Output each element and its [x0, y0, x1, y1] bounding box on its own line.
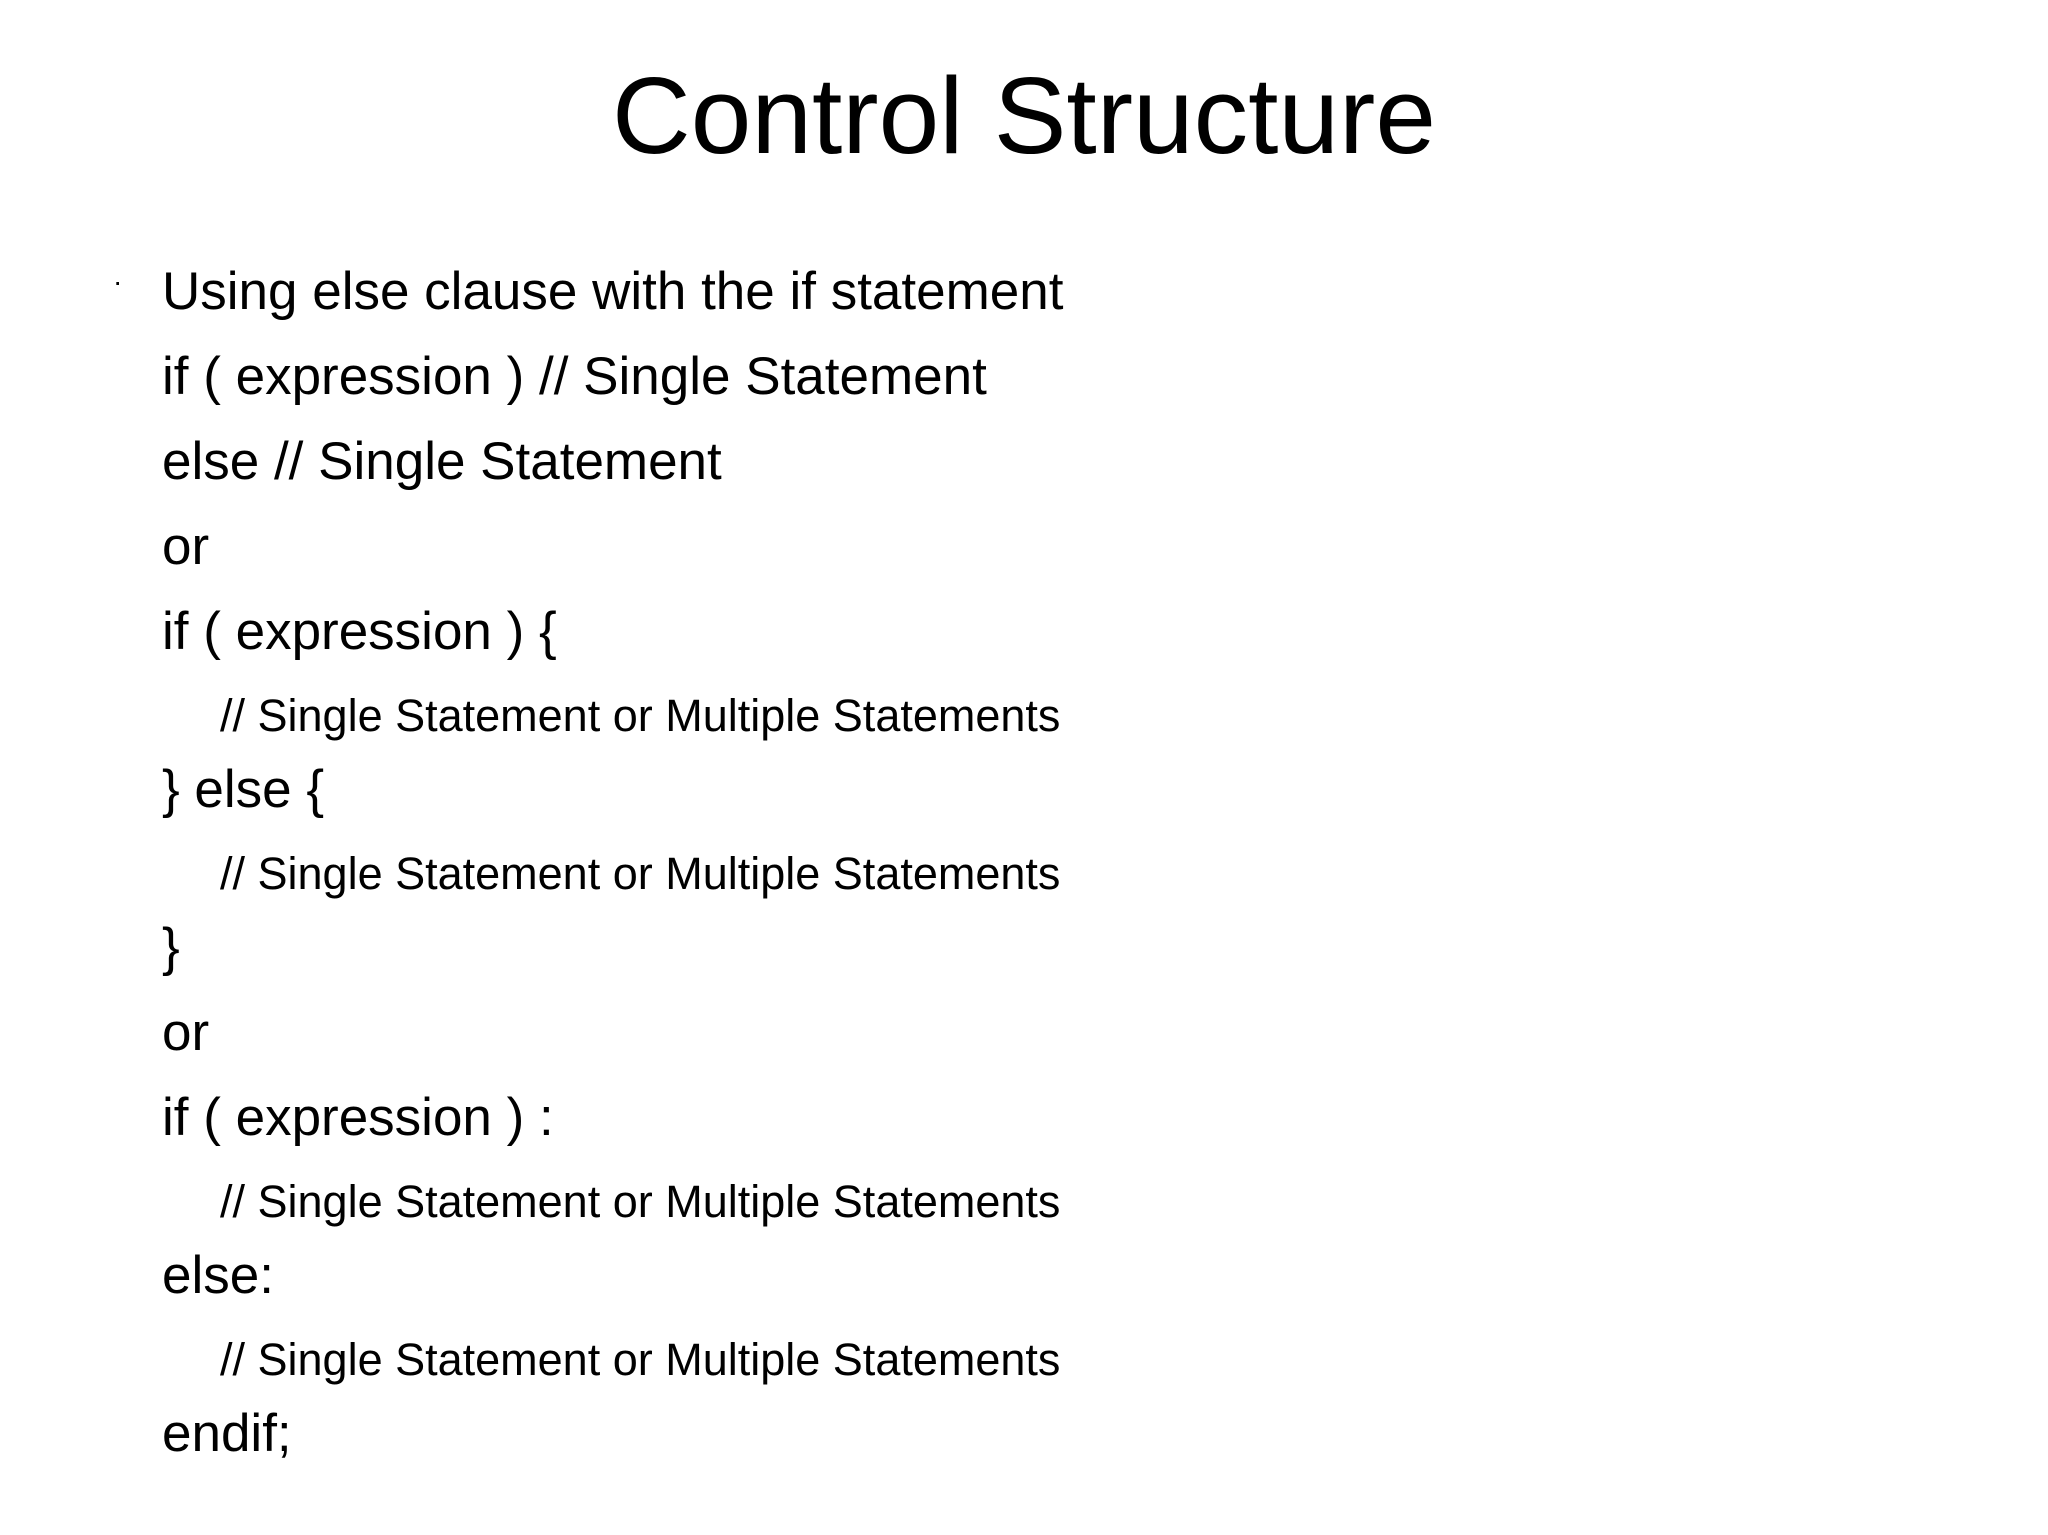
text-line: or	[162, 1003, 210, 1062]
text-line: }	[162, 918, 180, 977]
comment-line: // Single Statement or Multiple Statements	[220, 690, 1061, 741]
text-line: } else {	[162, 760, 325, 819]
comment-line: // Single Statement or Multiple Statements	[220, 1176, 1061, 1227]
text-line: if ( expression ) :	[162, 1088, 554, 1147]
text-line: endif;	[162, 1404, 292, 1463]
text-line: or	[162, 517, 210, 576]
text-line: Using else clause with the if statement	[162, 262, 1064, 321]
slide-title: Control Structure	[612, 55, 1436, 177]
text-line: else // Single Statement	[162, 432, 722, 491]
bullet-dot: ·	[113, 266, 123, 297]
text-line: if ( expression ) // Single Statement	[162, 347, 987, 406]
text-line: if ( expression ) {	[162, 602, 557, 661]
comment-line: // Single Statement or Multiple Statements	[220, 1334, 1061, 1385]
comment-line: // Single Statement or Multiple Statements	[220, 848, 1061, 899]
text-line: else:	[162, 1246, 274, 1305]
